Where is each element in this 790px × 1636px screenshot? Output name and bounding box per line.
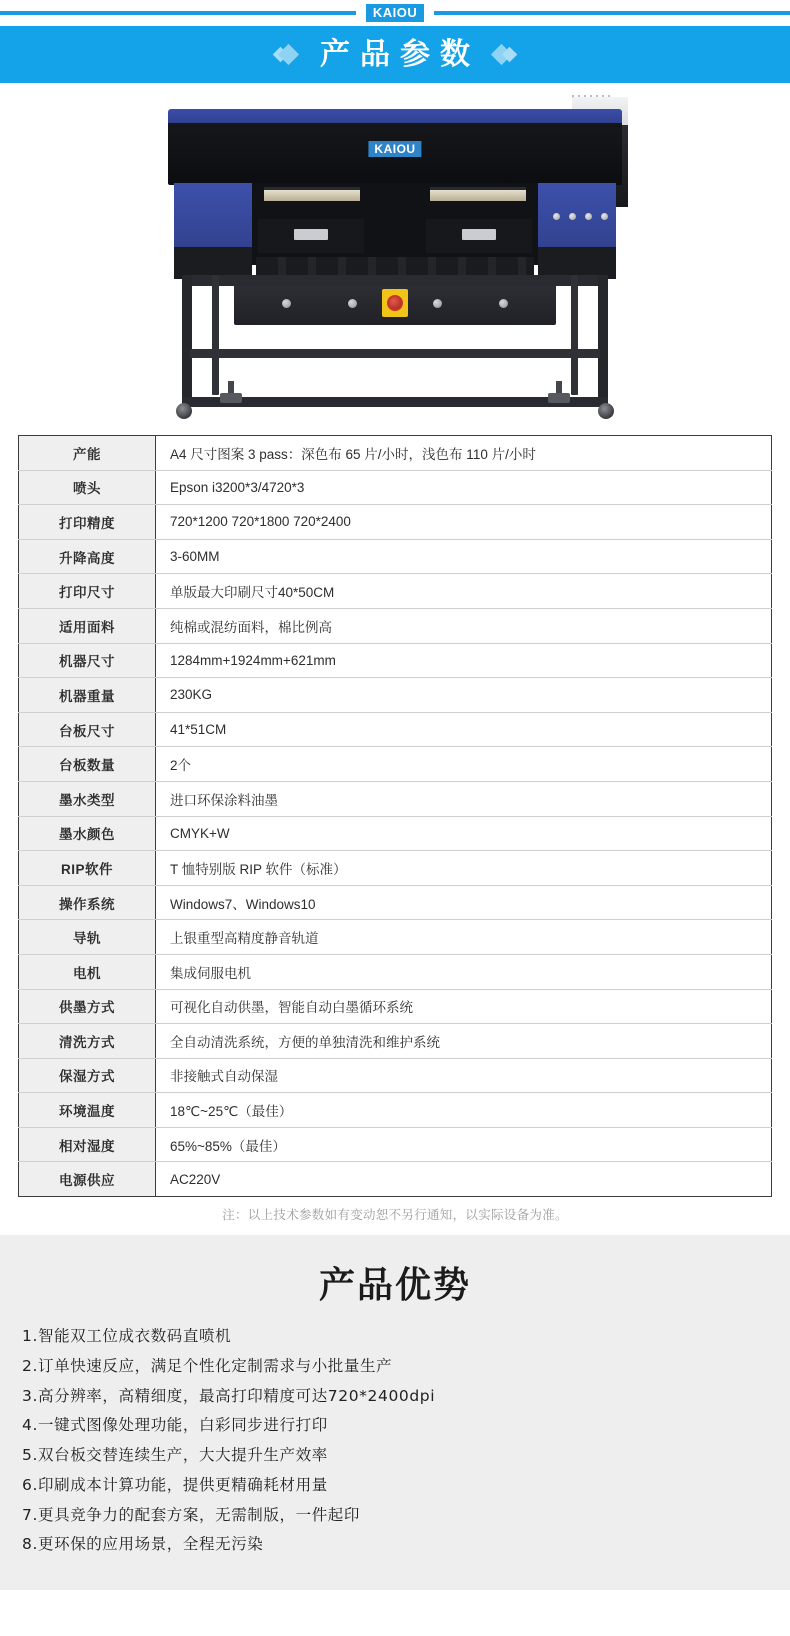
spec-label: 打印精度 [19, 505, 156, 540]
table-row [19, 1093, 772, 1128]
spec-label: 保湿方式 [19, 1058, 156, 1093]
advantage-item: 6.印刷成本计算功能，提供更精确耗材用量 [22, 1475, 328, 1494]
table-row [19, 574, 772, 609]
banner-title: 产品参数 [320, 36, 480, 72]
spec-label: 导轨 [19, 920, 156, 955]
emergency-stop-button [382, 289, 408, 317]
product-photo [0, 83, 790, 435]
machine-logo: KAIOU [368, 141, 421, 157]
spec-label: 台板数量 [19, 747, 156, 782]
spec-value: 可视化自动供墨，智能自动白墨循环系统 [156, 989, 772, 1024]
advantage-item: 7.更具竞争力的配套方案，无需制版，一件起印 [22, 1505, 360, 1524]
drawer-knob [348, 299, 357, 308]
spec-label: 台板尺寸 [19, 712, 156, 747]
spec-value: 720*1200 720*1800 720*2400 [156, 505, 772, 540]
spec-label: 升降高度 [19, 539, 156, 574]
spec-label: 机器重量 [19, 678, 156, 713]
spec-label: 环境温度 [19, 1093, 156, 1128]
spec-value: A4 尺寸图案 3 pass：深色布 65 片/小时，浅色布 110 片/小时 [156, 436, 772, 471]
table-row [19, 712, 772, 747]
specification-table-wrapper [0, 435, 790, 1235]
advantage-item: 2.订单快速反应，满足个性化定制需求与小批量生产 [22, 1356, 393, 1375]
table-row [19, 539, 772, 574]
stand-leg [212, 275, 219, 395]
spec-value: CMYK+W [156, 816, 772, 851]
spec-value: 41*51CM [156, 712, 772, 747]
spec-value: 18℃~25℃（最佳） [156, 1093, 772, 1128]
spec-label: 适用面料 [19, 608, 156, 643]
platen-left [264, 187, 360, 201]
table-row [19, 989, 772, 1024]
stand-leg [598, 275, 608, 405]
stand-rail-top [182, 275, 608, 286]
stand-leg [182, 275, 192, 405]
spec-value: T 恤特别版 RIP 软件（标准） [156, 851, 772, 886]
stand-leg [571, 275, 578, 395]
spec-value: 3-60MM [156, 539, 772, 574]
spec-label: 喷头 [19, 470, 156, 505]
table-row [19, 816, 772, 851]
side-cover-left [174, 183, 252, 247]
table-row [19, 1024, 772, 1059]
spec-value: 纯棉或混纺面料，棉比例高 [156, 608, 772, 643]
spec-label: 操作系统 [19, 885, 156, 920]
stand-rail-bottom [182, 397, 608, 407]
stand-rail-middle [190, 349, 600, 358]
table-row [19, 1162, 772, 1197]
table-row [19, 470, 772, 505]
spec-value: 非接触式自动保湿 [156, 1058, 772, 1093]
table-row [19, 643, 772, 678]
advantages-title: 产品优势 [318, 1265, 471, 1307]
spec-label: 产能 [19, 436, 156, 471]
brand-rule-left [0, 11, 356, 15]
spec-value: 上银重型高精度静音轨道 [156, 920, 772, 955]
brand-rule-right [434, 11, 790, 15]
drawer-knob [433, 299, 442, 308]
table-row [19, 920, 772, 955]
table-row [19, 781, 772, 816]
spec-value: 单版最大印刷尺寸40*50CM [156, 574, 772, 609]
diamond-ornament-right-icon [494, 47, 515, 62]
spec-value: 1284mm+1924mm+621mm [156, 643, 772, 678]
table-row [19, 1058, 772, 1093]
diamond-ornament-left-icon [275, 47, 296, 62]
spec-value: 集成伺服电机 [156, 954, 772, 989]
table-row [19, 954, 772, 989]
caster-wheel [598, 403, 614, 419]
table-row [19, 1127, 772, 1162]
brand-bar [0, 0, 790, 26]
spec-value: Epson i3200*3/4720*3 [156, 470, 772, 505]
advantage-item: 3.高分辨率，高精细度，最高打印精度可达720*2400dpi [22, 1386, 436, 1405]
spec-label: 清洗方式 [19, 1024, 156, 1059]
drawer-knob [282, 299, 291, 308]
table-row [19, 851, 772, 886]
platen-right [430, 187, 526, 201]
printhead-carriage-left [294, 229, 328, 240]
table-row [19, 678, 772, 713]
dtg-printer-illustration [160, 97, 630, 427]
table-row [19, 505, 772, 540]
table-row [19, 608, 772, 643]
advantage-item: 4.一键式图像处理功能，白彩同步进行打印 [22, 1416, 328, 1435]
spec-label: RIP软件 [19, 851, 156, 886]
indicator-led-row [553, 213, 608, 220]
spec-label: 墨水颜色 [19, 816, 156, 851]
spec-value: Windows7、Windows10 [156, 885, 772, 920]
advantage-item: 5.双台板交替连续生产，大大提升生产效率 [22, 1446, 328, 1465]
specification-table [18, 435, 772, 1197]
advantages-list [0, 1322, 790, 1560]
brand-logo: KAIOU [366, 4, 424, 22]
spec-label: 墨水类型 [19, 781, 156, 816]
spec-value: 全自动清洗系统，方便的单独清洗和维护系统 [156, 1024, 772, 1059]
printhead-carriage-right [462, 229, 496, 240]
table-footnote: 注：以上技术参数如有变动恕不另行通知，以实际设备为准。 [222, 1208, 568, 1223]
advantage-item: 1.智能双工位成衣数码直喷机 [22, 1327, 232, 1346]
spec-label: 相对湿度 [19, 1127, 156, 1162]
spec-label: 打印尺寸 [19, 574, 156, 609]
spec-label: 电源供应 [19, 1162, 156, 1197]
section-banner-product-parameters [0, 26, 790, 83]
section-product-advantages [0, 1235, 790, 1590]
drawer-knob [499, 299, 508, 308]
spec-value: AC220V [156, 1162, 772, 1197]
table-row [19, 885, 772, 920]
caster-wheel [176, 403, 192, 419]
spec-value: 65%~85%（最佳） [156, 1127, 772, 1162]
leveling-foot [220, 393, 242, 403]
spec-label: 电机 [19, 954, 156, 989]
spec-value: 230KG [156, 678, 772, 713]
advantage-item: 8.更环保的应用场景，全程无污染 [22, 1535, 264, 1554]
table-row [19, 436, 772, 471]
spec-value: 进口环保涂料油墨 [156, 781, 772, 816]
leveling-foot [548, 393, 570, 403]
spec-label: 机器尺寸 [19, 643, 156, 678]
table-row [19, 747, 772, 782]
spec-label: 供墨方式 [19, 989, 156, 1024]
spec-value: 2个 [156, 747, 772, 782]
